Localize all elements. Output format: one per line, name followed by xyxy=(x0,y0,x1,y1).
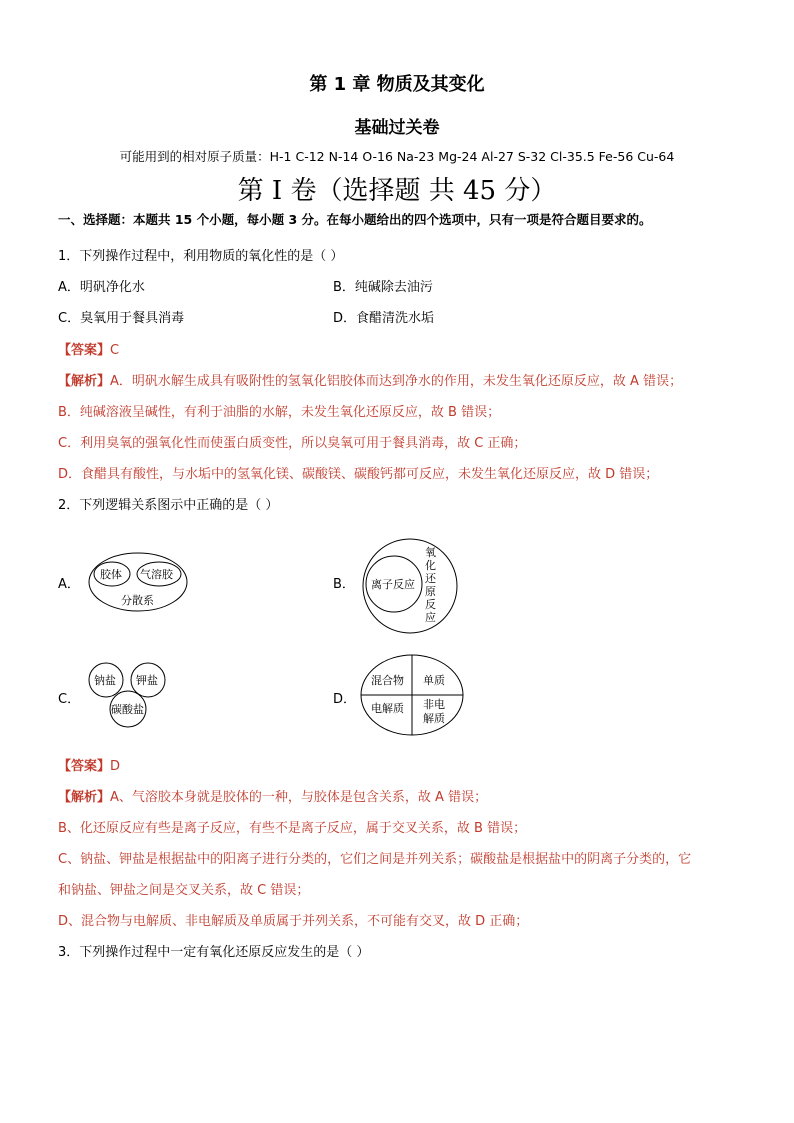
q2-analysis-line: B、化还原反应有些是离子反应，有些不是离子反应，属于交叉关系，故 B 错误； xyxy=(58,821,527,836)
answer-tag: 【答案】 xyxy=(58,343,111,358)
diagram-a xyxy=(88,552,188,616)
q2-option-d-label: D． xyxy=(333,692,357,707)
nonelectrolyte-label-1: 非电 xyxy=(423,698,445,711)
q1-analysis-line: D．食醋具有酸性，与水垢中的氢氧化镁、碳酸镁、碳酸钙都可反应，未发生氧化还原反应，故 D 错误； xyxy=(58,467,659,482)
q1-analysis-line xyxy=(58,370,682,389)
q3-stem: 3．下列操作过程中一定有氧化还原反应发生的是（ ） xyxy=(58,945,370,960)
q1-analysis-line: B．纯碱溶液呈碱性，有利于油脂的水解，未发生氧化还原反应，故 B 错误； xyxy=(58,405,501,420)
diagram-c xyxy=(86,662,176,732)
q2-option-c-label: C． xyxy=(58,692,81,707)
analysis-tag: 【解析】 xyxy=(58,374,111,389)
potassium-salt-label: 钾盐 xyxy=(136,674,158,687)
paper-type: 基础过关卷 xyxy=(354,118,440,138)
q1-option-d: D．食醋清洗水垢 xyxy=(333,311,435,326)
answer-value: D xyxy=(110,759,121,774)
volume-title: 第 I 卷（选择题 共 45 分） xyxy=(237,176,557,206)
diagram-d xyxy=(360,654,464,740)
redox-char: 氧 xyxy=(425,546,436,559)
q2-analysis-line: D、混合物与电解质、非电解质及单质属于并列关系，不可能有交叉，故 D 正确； xyxy=(58,914,529,929)
analysis-text: A．明矾水解生成具有吸附性的氢氧化铝胶体而达到净水的作用，未发生氧化还原反应，故 A 错误； xyxy=(110,374,683,389)
q1-option-c: C．臭氧用于餐具消毒 xyxy=(58,311,185,326)
section-instructions: 一、选择题：本题共 15 个小题，每小题 3 分。在每小题给出的四个选项中，只有一项是符合题目要求的。 xyxy=(58,212,652,227)
redox-char: 应 xyxy=(425,611,436,624)
analysis-text: A、气溶胶本身就是胶体的一种，与胶体是包含关系，故 A 错误； xyxy=(110,790,488,805)
chapter-title: 第 1 章 物质及其变化 xyxy=(309,74,485,95)
q2-option-b-label: B． xyxy=(333,577,355,592)
electrolyte-label: 电解质 xyxy=(371,702,404,715)
redox-char: 还 xyxy=(425,572,436,585)
redox-char: 原 xyxy=(425,585,436,598)
redox-char: 化 xyxy=(425,559,436,572)
atomic-masses: 可能用到的相对原子质量：H-1 C-12 N-14 O-16 Na-23 Mg-24 Al-27 S-32 Cl-35.5 Fe-56 Cu-64 xyxy=(119,149,675,164)
q1-answer xyxy=(58,339,119,358)
analysis-tag: 【解析】 xyxy=(58,790,111,805)
q2-stem: 2．下列逻辑关系图示中正确的是（ ） xyxy=(58,498,279,513)
q2-answer xyxy=(58,755,120,774)
dispersion-label: 分散系 xyxy=(121,594,154,607)
answer-value: C xyxy=(110,343,120,358)
colloid-label: 胶体 xyxy=(100,568,122,581)
q2-analysis-line xyxy=(58,786,487,805)
carbonate-label: 碳酸盐 xyxy=(111,703,144,716)
answer-tag: 【答案】 xyxy=(58,759,111,774)
q2-analysis-line: 和钠盐、钾盐之间是交叉关系，故 C 错误； xyxy=(58,883,310,898)
diagram-b xyxy=(360,536,460,640)
q1-analysis-line: C．利用臭氧的强氧化性而使蛋白质变性，所以臭氧可用于餐具消毒，故 C 正确； xyxy=(58,436,527,451)
ionic-label: 离子反应 xyxy=(371,578,415,591)
q1-option-a: A．明矾净化水 xyxy=(58,280,145,295)
mixture-label: 混合物 xyxy=(371,674,404,687)
redox-char: 反 xyxy=(425,598,436,611)
aerosol-label: 气溶胶 xyxy=(140,568,173,581)
q1-stem: 1．下列操作过程中，利用物质的氧化性的是（ ） xyxy=(58,249,344,264)
q2-option-a-label: A． xyxy=(58,577,80,592)
element-label: 单质 xyxy=(423,674,445,687)
q1-option-b: B．纯碱除去油污 xyxy=(333,280,433,295)
nonelectrolyte-label-2: 解质 xyxy=(423,712,445,725)
sodium-salt-label: 钠盐 xyxy=(94,674,116,687)
q2-analysis-line: C、钠盐、钾盐是根据盐中的阳离子进行分类的，它们之间是并列关系；碳酸盐是根据盐中的阴离子分类的，它 xyxy=(58,852,692,867)
